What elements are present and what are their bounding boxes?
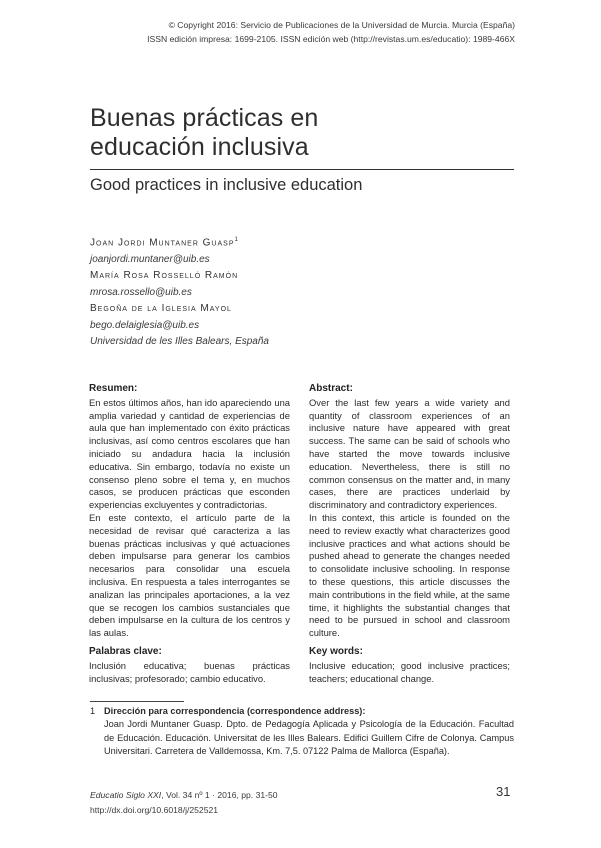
author-list [90, 232, 490, 351]
copyright-header [75, 18, 515, 46]
title-divider [90, 169, 514, 170]
resumen-paragraph-2: En este contexto, el artículo parte de la necesidad de revisar qué caracteriza a las buenas prácticas inclusivas y qué actuaciones deben impulsarse para generar los cambios necesarios para consolidar una escuela inclusiva. En respuesta a tales interrogantes se analizan las principales aportaciones, a la vez que se recogen los cambios sustanciales que deben impulsarse en la cultura de los centros y las aulas. [89, 511, 290, 639]
english-abstract-column [309, 383, 510, 685]
palabras-clave-text: Inclusión educativa; buenas prácticas inclusivas; profesorado; cambio educativo. [89, 659, 290, 684]
resumen-heading: Resumen: [89, 383, 138, 394]
key-words-text: Inclusive education; good inclusive practices; teachers; educational change. [309, 659, 510, 684]
article-title [90, 104, 520, 162]
abstract-paragraph-1: Over the last few years a wide variety and quantity of classroom experiences of an inclusive nature have appeared with great success. The same can be said of schools who have started the move towards inclusive education. Nevertheless, there is still no common consensus on the matter and, in many cases, there are practices underlaid by discriminatory and contradictory experiences. [309, 396, 510, 511]
author-email[interactable]: mrosa.rossello@uib.es [90, 286, 192, 298]
article-subtitle: Good practices in inclusive education [90, 176, 363, 194]
journal-citation [90, 788, 420, 818]
author-name: María Rosa Rosselló Ramón [90, 270, 239, 282]
author-name: Begoña de la Iglesia Mayol [90, 303, 232, 315]
key-words-heading: Key words: [309, 645, 363, 657]
copyright-line: © Copyright 2016: Servicio de Publicaciones de la Universidad de Murcia. Murcia (España) [168, 20, 515, 30]
author-name: Joan Jordi Muntaner Guasp$^1$ [90, 237, 238, 249]
author-footnote-mark: 1 [234, 237, 238, 243]
palabras-clave-heading: Palabras clave: [89, 645, 162, 657]
journal-details: , Vol. 34 nº 1 · 2016, pp. 31-50 [161, 790, 278, 800]
page-number: 31 [496, 784, 511, 799]
author-affiliation: Universidad de les Illes Balears, España [90, 336, 269, 348]
title-line-1: Buenas prácticas en [90, 104, 319, 132]
title-line-2: educación inclusiva [90, 133, 309, 161]
author-email[interactable]: bego.delaiglesia@uib.es [90, 319, 200, 331]
abstract-paragraph-2: In this context, this article is founded on the need to review exactly what characterizes good inclusive practices and what actions should be pushed ahead to generate the changes needed to consolidate inclusive schooling. In response to these questions, this article discusses the main contributions in the field while, at the same time, it highlights the substantial changes that need to be pursued in school and classroom culture. [309, 511, 510, 639]
issn-line: ISSN edición impresa: 1699-2105. ISSN edición web (http://revistas.um.es/educatio): 1989-466X [147, 34, 515, 44]
footnote-number: 1 [90, 706, 96, 716]
author-email[interactable]: joanjordi.muntaner@uib.es [90, 253, 210, 265]
correspondence-footnote [90, 705, 514, 759]
footnote-divider [90, 701, 184, 702]
journal-name: Educatio Siglo XXI [90, 790, 162, 800]
spanish-abstract-column [89, 383, 290, 685]
abstract-heading: Abstract: [309, 383, 353, 394]
journal-doi[interactable]: http://dx.doi.org/10.6018/j/252521 [90, 805, 219, 815]
resumen-paragraph-1: En estos últimos años, han ido apareciendo una amplia variedad y cantidad de experiencias de aula que han implementado con éxito prácticas inclusivas, así como centros escolares que han iniciado su andadura hacia la inclusión educativa. Sin embargo, todavía no existe un consenso pleno sobre el tema y, en muchos casos, se producen prácticas que esconden experiencias excluyentes y contradictorias. [89, 396, 290, 511]
footnote-body: Joan Jordi Muntaner Guasp. Dpto. de Pedagogía Aplicada y Psicología de la Educación. Facultad de Educación. Educación. Universitat de les Illes Balears. Edifici Guillem Cifre de Colonya. Campus Universitari. Carretera de Valldemossa, Km. 7,5. 07122 Palma de Mallorca (España). [104, 719, 514, 757]
footnote-heading: Dirección para correspondencia (correspondence address): [104, 706, 366, 716]
